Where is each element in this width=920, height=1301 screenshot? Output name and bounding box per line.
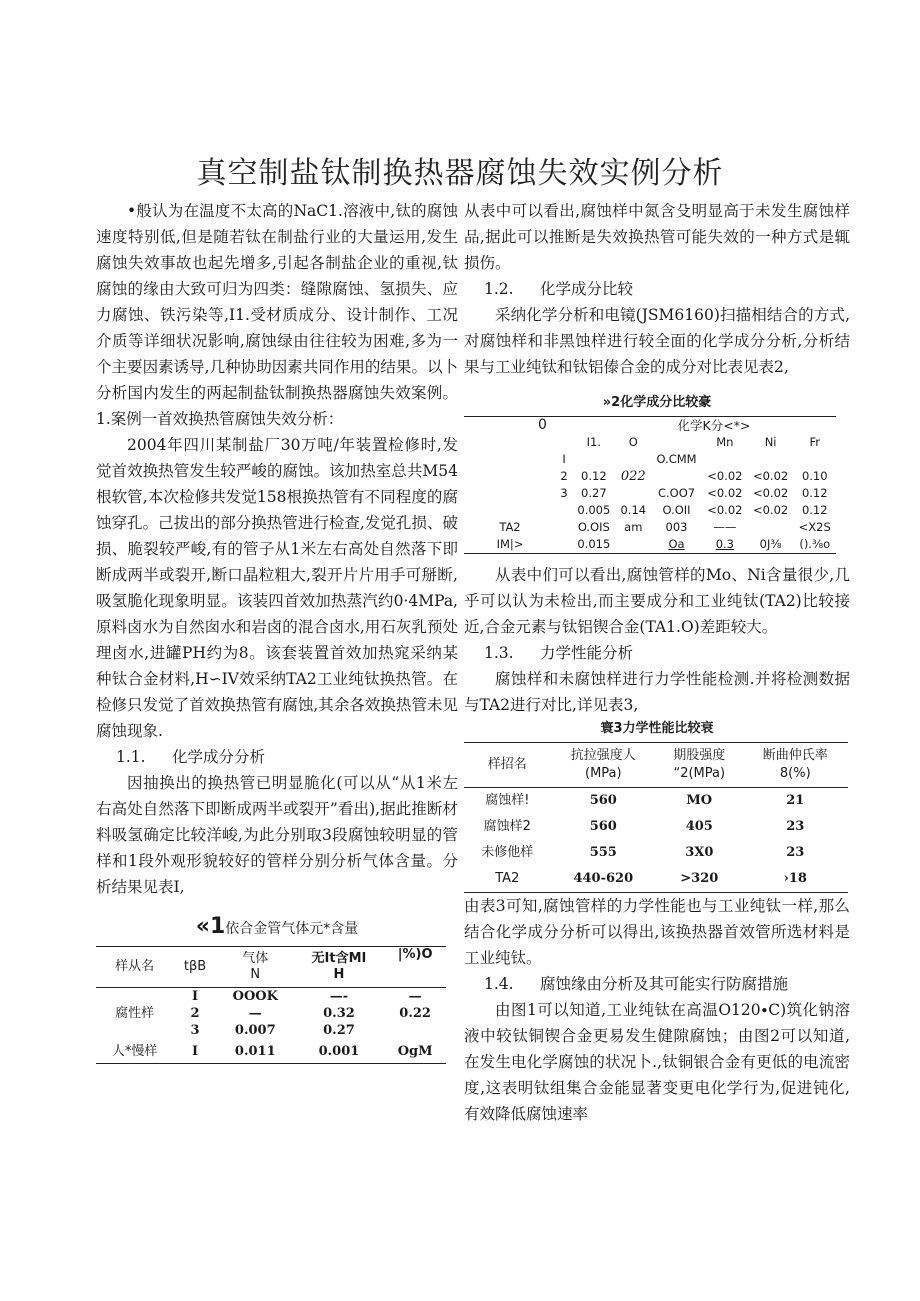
table-cell	[651, 468, 702, 485]
table-header-cell: 样从名	[96, 947, 173, 988]
table-cell: 405	[685, 819, 713, 834]
section-number: 1.3.	[484, 644, 514, 662]
table-cell: <0.02	[752, 469, 789, 483]
section-1-1-heading	[96, 744, 458, 770]
table-header-row	[96, 947, 446, 988]
table-cell: 0.005	[577, 503, 611, 517]
table-header-cell: O	[628, 435, 638, 449]
table-cell: OOOK	[232, 989, 278, 1004]
table-cell: I	[173, 1039, 217, 1064]
continued-paragraph: 从表中可以看出,腐蚀样中氮含殳明显高于未发生腐蚀样品,据此可以推断是失效换热管可能失效的一种方式是辄损伤。	[464, 202, 850, 272]
table-row	[464, 840, 848, 866]
table-row	[96, 988, 446, 1006]
table-cell	[556, 502, 572, 519]
table-cell: <0.02	[752, 486, 789, 500]
table-cell: 0.22	[399, 1006, 431, 1021]
table-cell	[464, 451, 556, 468]
table-3	[464, 742, 848, 893]
section-1-4-heading	[464, 971, 850, 997]
table-row-label: 腐性样	[115, 1006, 155, 1021]
table-cell: 23	[786, 819, 805, 834]
section-title: 腐蚀缘由分析及其可能实行防腐措施	[540, 975, 789, 993]
right-column	[464, 198, 850, 1127]
table-cell: 2	[190, 1006, 200, 1021]
table-cell: I	[562, 452, 566, 466]
table-cell: 0.27	[323, 1023, 355, 1038]
left-column	[96, 198, 458, 1064]
table-cell: 3X0	[685, 845, 714, 860]
table-row	[464, 451, 836, 468]
table-row	[464, 536, 836, 554]
table-cell: <0.02	[752, 503, 789, 517]
table-1	[96, 946, 446, 1064]
table-cell: TA2	[499, 520, 521, 534]
table-cell	[616, 485, 652, 502]
mechanics-paragraph: 腐蚀样和未腐蚀样进行力学性能检测.并将检测数据与TA2进行对比,详见表3,	[464, 670, 850, 714]
table-cell: 0.011	[217, 1039, 294, 1064]
table-cell: ().⅜o	[793, 536, 836, 554]
section-1-2-heading	[464, 276, 850, 302]
section-number: 1.4.	[484, 975, 514, 993]
table-row	[464, 502, 836, 519]
table-cell: O.CMM	[656, 452, 697, 466]
table-cell: 3	[190, 1023, 200, 1038]
table-cell: C.OO7	[657, 486, 696, 500]
table-1-caption	[96, 914, 458, 942]
method-paragraph: 采纳化学分析和电镜(JSM6160)扫描相结合的方式,对腐蚀样和非黑蚀样进行较全面的化学成分分析,分析结果与工业纯钛和钛铝傣合金的成分对比表见表2,	[464, 306, 850, 376]
table-cell: <0.02	[707, 486, 743, 500]
table-header-cell: 化学K分<*>	[556, 417, 836, 435]
table-1-caption-text: 依合金管气体元*含量	[225, 921, 359, 937]
table-cell	[616, 536, 652, 554]
table-cell: 0.14	[620, 503, 647, 517]
table-cell	[464, 468, 556, 485]
section-number: 1.2.	[484, 280, 514, 298]
table-row	[464, 866, 848, 893]
table-cell: 0.3	[702, 536, 748, 554]
table-cell: 0.10	[801, 469, 828, 483]
section-title: 化学成分比较	[540, 280, 634, 298]
table-header-cell: Ni	[764, 435, 777, 449]
table-cell: 003	[665, 520, 688, 534]
table-header-row	[464, 434, 836, 451]
table-cell	[793, 451, 836, 468]
case-paragraph: 2004年四川某制盐厂30万吨/年装置检修时,发觉首效换热管发生较严峻的腐蚀。该加热室总共M54根软管,本次检修共发觉158根换热管有不同程度的腐蚀穿孔。己拔出的部分换热管进行检查,发觉孔损、破损、脆裂较严峻,有的管子从1米左右高处自然落下即断成两半或裂开,断口晶粒粗大,裂开片片用手可掰断,吸氢脆化现象明显。该装四首效加热蒸汽约0·4MPa,原料卤水为自然囱水和岩卤的混合卤水,用石灰乳预处理卤水,进罐PH约为8。该套装置首效加热窕采纳某种钛合金材料,H∽IV效采纳TA2工业纯钛换热管。在检修只发觉了首效换热管有腐蚀,其余各效换热管未见腐蚀现象.	[96, 436, 458, 740]
table-cell: >320	[656, 866, 743, 893]
table-header-cell: 期股强度 “2(MPa)	[656, 743, 743, 788]
table-cell: O.OII	[662, 503, 691, 517]
conclusion-paragraph: 由表3可知,腐蚀管样的力学性能也与工业纯钛一样,那么结合化学成分分析可以得出,该换热器首效管所选材料是工业纯钛。	[464, 897, 850, 967]
table-cell: Oa	[651, 536, 702, 554]
table-row	[464, 814, 848, 840]
table-cell	[464, 485, 556, 502]
table-cell: 23	[786, 845, 805, 860]
table-header-cell: Mn	[716, 435, 734, 449]
table-row	[96, 1039, 446, 1064]
table-row-label: 腐蚀样!	[485, 793, 530, 808]
table-cell	[572, 451, 615, 468]
table-header-cell: 样招名	[464, 743, 551, 788]
table-header-row	[464, 417, 836, 435]
table-cell: 0.12	[801, 503, 828, 517]
table-cell	[384, 1022, 446, 1039]
table-cell: 0.001	[294, 1039, 385, 1064]
table-row	[464, 519, 836, 536]
table-row-label: 腐蚀样2	[483, 819, 531, 834]
table-row	[464, 788, 848, 815]
comparison-paragraph: 从表中们可以看出,腐蚀管样的Mo、Ni含量很少,几乎可以认为未检出,而主要成分和工业纯钛(TA2)比较接近,合金元素与钛铝锲合金(TA1.O)差距较大。	[464, 566, 850, 636]
table-cell	[556, 519, 572, 536]
table-cell: I	[191, 989, 199, 1004]
table-cell: —-	[329, 989, 349, 1004]
article-title: 真空制盐钛制换热器腐蚀失效实例分析	[196, 156, 724, 191]
table-2-caption: »2化学成分比较豪	[602, 395, 712, 410]
table-header-cell: I1.	[586, 435, 602, 449]
table-cell: 560	[589, 819, 617, 834]
table-row	[464, 485, 836, 502]
table-cell: 3	[560, 486, 568, 500]
table-header-cell: 抗拉强度人 (MPa)	[551, 743, 656, 788]
table-cell	[556, 536, 572, 554]
table-row-label: 人*慢样	[96, 1039, 173, 1064]
table-header-row	[464, 743, 848, 788]
table-cell: 0.015	[572, 536, 615, 554]
table-cell: OgM	[384, 1039, 446, 1064]
table-cell: <X2S	[798, 520, 831, 534]
intro-paragraph: •般认为在温度不太高的NaC1.溶液中,钛的腐蚀速度特别低,但是随若钛在制盐行业的大量运用,发生腐蚀失效事故也起先增多,引起各制盐企业的重视,钛腐蚀的缘由大致可归为四类：缝隙腐蚀、氢损失、应力腐蚀、铁污染等,I1.受材质成分、设计制作、工况介质等详细状况影响,腐蚀绿由往往较为困难,多为一个主要因素诱导,几种协助因素共同作用的结果。以卜分析国内发生的两起制盐钛制换热器腐蚀失效案例。1.案例一首效换热管腐蚀失效分析：	[96, 202, 458, 428]
table-row	[464, 468, 836, 485]
table-cell: <0.02	[707, 469, 743, 483]
table-2	[464, 416, 836, 554]
table-header-cell: Fr	[809, 435, 820, 449]
table-cell: 0.27	[581, 486, 607, 500]
table-header-cell: |%)O	[384, 947, 446, 988]
table-header-cell: 断曲仲氏率 8(%)	[743, 743, 848, 788]
table-cell: O.OIS	[577, 520, 610, 534]
table-cell: —	[408, 989, 422, 1004]
table-cell: 21	[786, 793, 805, 808]
table-cell: ——	[713, 520, 737, 534]
table-cell: 560	[589, 793, 617, 808]
table-cell: 0.32	[323, 1006, 355, 1021]
table-header-cell: 气体 N	[217, 947, 294, 988]
table-cell: 0J⅜	[748, 536, 794, 554]
table-header-cell: 0	[464, 417, 556, 435]
table-cell: 0.007	[234, 1023, 276, 1038]
cause-paragraph: 由图1可以知道,工业纯钛在高温O120∙C)筑化钠溶液中较钛铜锲合金更易发生健隙腐蚀；由图2可以知道,在发生电化学腐蚀的状况卜.,钛铜银合金有更低的电流密度,这表明钛组集合金能显著变更电化学行为,促进钝化,有效降低腐蚀速率	[464, 1001, 850, 1123]
table-cell: 022	[620, 469, 646, 484]
table-cell: MO	[686, 793, 713, 808]
table-cell: 440-620	[551, 866, 656, 893]
table-cell: 0.12	[581, 469, 607, 483]
table-cell: <0.02	[707, 503, 743, 517]
table-row-label: TA2	[464, 866, 551, 893]
table-cell: —	[248, 1006, 262, 1021]
table-cell: ›18	[743, 866, 848, 893]
table-cell: 555	[589, 845, 617, 860]
table-header-cell: 无It含MI H	[294, 947, 385, 988]
table-cell	[748, 451, 794, 468]
table-cell: 0.12	[801, 486, 828, 500]
table-cell: 2	[560, 469, 568, 483]
table-1-caption-number: «1	[195, 914, 226, 939]
table-cell	[464, 502, 556, 519]
section-title: 力学性能分析	[540, 644, 634, 662]
table-3-caption: 寰3力学性能比较衰	[600, 721, 714, 736]
table-cell: IM|>	[464, 536, 556, 554]
table-header-cell: tβB	[173, 947, 217, 988]
table-cell	[748, 519, 794, 536]
table-cell	[702, 451, 748, 468]
table-row-label: 未修他样	[481, 845, 534, 860]
table-cell	[616, 451, 652, 468]
table-cell: am	[624, 520, 643, 534]
analysis-paragraph: 因抽换出的换热管已明显脆化(可以从“从1米左右高处自然落下即断成两半或裂开”看出),据此推断材料吸氢确定比较洋峻,为此分别取3段腐蚀较明显的管样和1段外观形貌较好的管样分别分析气体含量。分析结果见表I,	[96, 774, 458, 896]
section-title: 化学成分分析	[172, 748, 266, 766]
section-number: 1.1.	[116, 748, 146, 766]
section-1-3-heading	[464, 640, 850, 666]
